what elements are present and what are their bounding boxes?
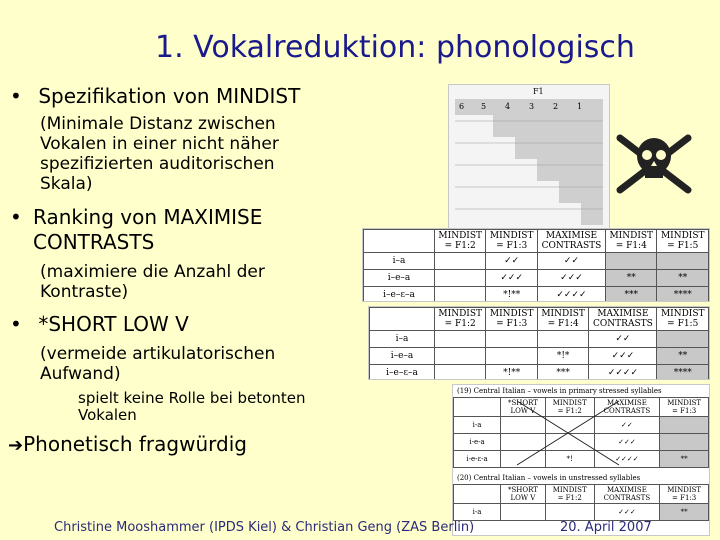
figure-caption: (19) Central Italian – vowels in primary stressed syllables [457,387,662,395]
tableau-header: MINDIST = F1:3 [486,230,537,253]
grid-col-label: 3 [529,102,535,111]
bullet-1 [10,84,300,108]
tableau-header: MAXIMISE CONTRASTS [594,398,660,417]
bullet-3-sub: (vermeide artikulatorischen Aufwand) [40,344,276,384]
tableau-header: MINDIST = F1:3 [486,308,537,331]
tableau-header: MINDIST = F1:3 [660,485,709,504]
grid-col-label: 2 [553,102,559,111]
tableau-header: MINDIST = F1:5 [657,308,709,331]
tableau-header: *SHORT LOW V [501,485,546,504]
bullet-2-text: Ranking von MAXIMISE CONTRASTS [33,205,263,254]
tableau-candidate: i–e–a [364,270,435,287]
cross-out-lines [513,397,623,469]
bullet-2 [10,205,20,229]
grid-col-label: 1 [577,102,583,111]
tableau-2: MINDIST = F1:2 MINDIST = F1:3 MINDIST = F1:4 MAXIMISE CONTRASTS MINDIST = F1:5 i–a ✓✓ i–e–a *!* ✓✓✓ ** i–e–ɛ–a *!** *** ✓✓✓✓ **** [368,306,710,380]
tableau-header: MINDIST = F1:2 [545,485,594,504]
tableau-header: MAXIMISE CONTRASTS [537,230,605,253]
tableau-header: MAXIMISE CONTRASTS [594,485,660,504]
vowel-grid-svg [449,85,609,231]
bullet-dot: • [10,205,22,229]
arrow-point [8,432,247,456]
tableau-1: MINDIST = F1:2 MINDIST = F1:3 MAXIMISE CONTRASTS MINDIST = F1:4 MINDIST = F1:5 i–a ✓✓ ✓✓ i–e–a ✓✓✓ ✓✓✓ ** ** i–e–ɛ–a *!** ✓✓✓✓ *** **** [362,228,710,302]
vowel-grid-figure [448,84,610,232]
tableau-candidate: i–e–ɛ–a [370,365,435,381]
figure-caption: (20) Central Italian – vowels in unstressed syllables [457,474,641,482]
bullet-3-subsub: spielt keine Rolle bei betonten Vokalen [78,389,306,424]
bullet-3 [10,312,189,336]
slide-title: 1. Vokalreduktion: phonologisch [155,30,635,65]
grid-col-label: 5 [481,102,487,111]
tableau-header: MINDIST = F1:2 [545,398,594,417]
tableau-3-figure: (19) Central Italian – vowels in primary stressed syllables *SHORT LOW V MINDIST = F1:2 MAXIMISE CONTRASTS MINDIST = F1:3 i-a ✓✓ i-e-a ✓✓✓ i-e-ɛ-a *! ✓✓✓✓ ** (20) Central Italian – vowels in unstressed syllables *SHORT LOW V MINDIST = F1:2 MAXIMISE CONTRASTS MINDIST = F1:3 i-a ✓✓✓ ** [452,384,710,536]
tableau-candidate: i–a [370,331,435,348]
bullet-3-text: *SHORT LOW V [38,312,189,336]
tableau-header: MINDIST = F1:4 [606,230,657,253]
tableau-header: MINDIST = F1:2 [435,230,486,253]
skull-crossbones-icon [612,128,696,198]
arrow-right-icon: ➔ [8,435,24,456]
grid-col-label: 4 [505,102,511,111]
tableau-candidate: i–e–ɛ–a [364,287,435,303]
footer-date: 20. April 2007 [560,520,652,535]
tableau-candidate: i–e–a [370,348,435,365]
grid-col-label: 6 [459,102,465,111]
grid-header: F1 [533,87,544,96]
tableau-header: MINDIST = F1:5 [657,230,709,253]
bullet-1-text: Spezifikation von MINDIST [38,84,301,108]
footer-authors: Christine Mooshammer (IPDS Kiel) & Christian Geng (ZAS Berlin) [54,520,475,535]
tableau-header: MINDIST = F1:3 [660,398,709,417]
tableau-header: *SHORT LOW V [501,398,546,417]
bullet-1-sub: (Minimale Distanz zwischen Vokalen in einer nicht näher spezifizierten auditorischen Skala) [40,114,279,194]
tableau-header: MAXIMISE CONTRASTS [589,308,657,331]
tableau-candidate: i–a [364,253,435,270]
tableau-header: MINDIST = F1:4 [537,308,588,331]
arrow-point-text: Phonetisch fragwürdig [23,432,247,456]
bullet-dot: • [10,312,22,336]
bullet-dot: • [10,84,22,108]
bullet-2-sub: (maximiere die Anzahl der Kontraste) [40,262,265,302]
tableau-header: MINDIST = F1:2 [435,308,486,331]
